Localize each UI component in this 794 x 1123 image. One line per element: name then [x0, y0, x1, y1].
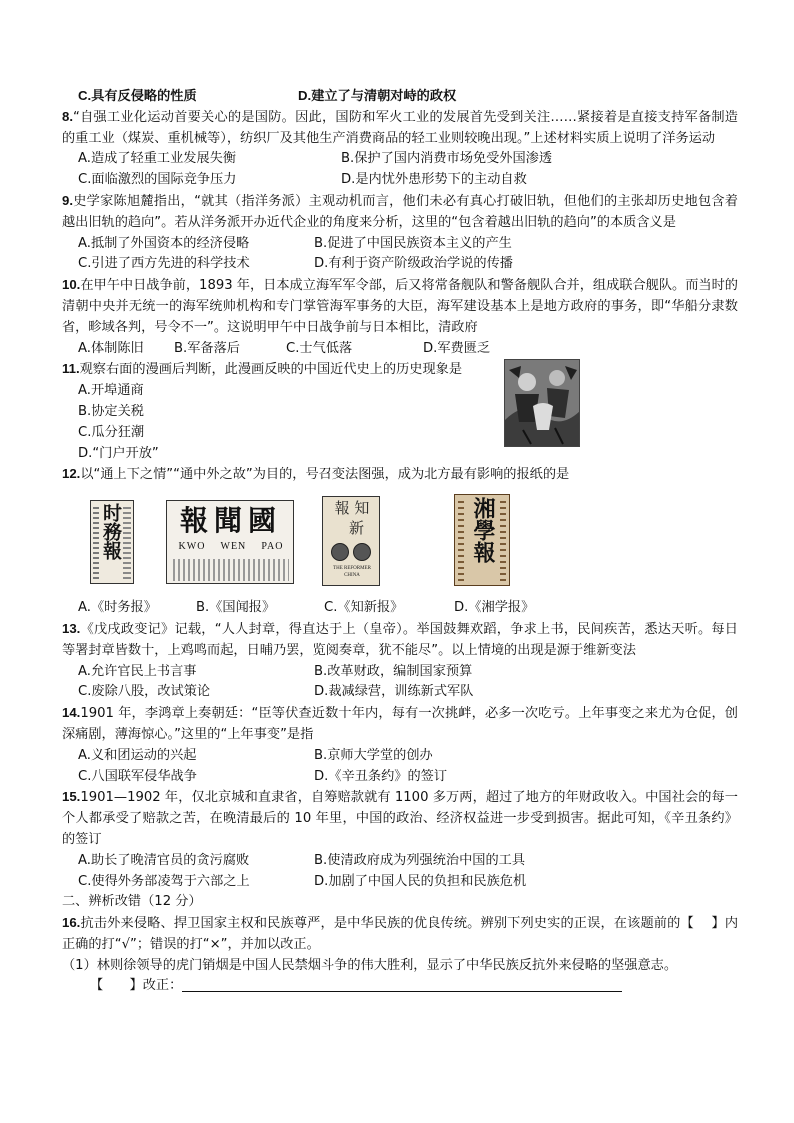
q14-option-b[interactable]: B.京师大学堂的创办 [314, 747, 433, 763]
q15-text: 1901—1902 年，仅北京城和直隶省，自筹赔款就有 1100 多万两，超过了地方的年财政收入。中国社会的每一个人都承受了赔款之苦，在晚清最后的 10 年里，中国的政治、经济权益进一步受到损害。据此可知，《辛丑条约》的签订 [62, 790, 738, 847]
q9-option-a[interactable]: A.抵制了外国资本的经济侵略 [78, 235, 250, 251]
q12-option-c[interactable]: C.《知新报》 [324, 600, 404, 616]
q16-answer-row [62, 976, 738, 997]
q12-option-b[interactable]: B.《国闻报》 [196, 600, 276, 616]
q16-number: 16. [62, 915, 81, 931]
q15-option-d[interactable]: D.加剧了中国人民的负担和民族危机 [314, 873, 527, 889]
q11-option-c[interactable]: C.瓜分狂潮 [78, 424, 145, 440]
q13-options [62, 662, 738, 704]
q13-option-d[interactable]: D.裁减绿营，训练新式军队 [314, 684, 474, 700]
q14-option-d[interactable]: D.《辛丑条约》的签订 [314, 768, 448, 784]
question-10 [62, 275, 738, 359]
q13-option-a[interactable]: A.允许官民上书言事 [78, 663, 197, 679]
xiangxue-bao-texture-left [458, 501, 464, 581]
q8-option-d[interactable]: D.是内忧外患形势下的主动自救 [341, 172, 527, 188]
q10-option-d[interactable]: D.军费匮乏 [423, 340, 491, 356]
q12-stem [62, 464, 738, 486]
q11-stem [62, 359, 738, 381]
q13-number: 13. [62, 620, 81, 636]
q15-stem [62, 787, 738, 850]
q8-options [62, 149, 738, 191]
question-16 [62, 913, 738, 997]
cartoon-image [504, 359, 580, 447]
q16-stem [62, 913, 738, 956]
xiangxue-bao-texture-right [500, 501, 506, 581]
q10-text: 在甲午中日战争前，1893 年，日本成立海军军令部，后又将常备舰队和警备舰队合并，组成联合舰队。而当时的清朝中央并无统一的海军统帅机构和专门掌管海军事务的大臣，海军建设基本上是地方政府的事务，即“华船分隶数省，畛域各判，号令不一”。这说明甲午中日战争前与日本相比，清政府 [62, 278, 738, 335]
q10-option-c[interactable]: C.士气低落 [286, 340, 353, 356]
q12-option-d[interactable]: D.《湘学报》 [454, 600, 535, 616]
guowen-bao-texture [173, 559, 289, 581]
q9-option-c[interactable]: C.引进了西方先进的科学技术 [78, 256, 250, 272]
q15-number: 15. [62, 789, 81, 805]
q11-number: 11. [62, 361, 80, 377]
q12-text: 以“通上下之情”“通中外之故”为目的，号召变法图强，成为北方最有影响的报纸的是 [80, 467, 570, 483]
q11-text: 观察右面的漫画后判断，此漫画反映的中国近代史上的历史现象是 [79, 362, 463, 378]
q16-correction-line[interactable] [182, 978, 622, 992]
q9-stem [62, 191, 738, 234]
question-9 [62, 191, 738, 275]
q15-option-c[interactable]: C.使得外务部凌驾于六部之上 [78, 873, 250, 889]
q12-options [62, 598, 738, 619]
q8-stem [62, 107, 738, 150]
guowen-bao-roman [171, 541, 291, 553]
q7-option-d[interactable]: D.建立了与清朝对峙的政权 [298, 88, 457, 103]
q7-option-c[interactable]: C.具有反侵略的性质 [78, 88, 197, 103]
q15-option-b[interactable]: B.使清政府成为列强统治中国的工具 [314, 852, 526, 868]
newspaper-images [62, 494, 738, 598]
zhixin-bao-roman: THE REFORMER CHINA [333, 566, 371, 579]
q8-option-c[interactable]: C.面临激烈的国际竞争压力 [78, 172, 237, 188]
q8-text: “自强工业化运动首要关心的是国防。因此，国防和军火工业的发展首先受到关注……紧接着是直接支持军备制造的重工业（煤炭、重机械等），纺织厂及其他生产消费商品的轻工业则较晚出现。”上述材料实质上说明了洋务运动 [62, 109, 738, 146]
q11-options [62, 381, 738, 464]
newspaper-shiwu-bao [90, 500, 134, 584]
xiangxue-bao-title: 湘學報 [470, 497, 496, 564]
q14-number: 14. [62, 705, 81, 721]
q9-option-b[interactable]: B.促进了中国民族资本主义的产生 [314, 235, 512, 251]
section-2-title: 二、辨析改错（12 分） [62, 894, 202, 910]
question-13 [62, 619, 738, 703]
q14-stem [62, 703, 738, 746]
q16-judge-bracket[interactable]: 【 】 [90, 978, 143, 994]
q8-option-a[interactable]: A.造成了轻重工业发展失衡 [78, 151, 237, 167]
newspaper-guowen-bao [166, 500, 294, 584]
shiwu-bao-title: 时務報 [100, 503, 122, 561]
q14-option-c[interactable]: C.八国联军侵华战争 [78, 768, 197, 784]
q13-option-c[interactable]: C.废除八股，改试策论 [78, 684, 211, 700]
q13-text: 《戊戌政变记》记载，“人人封章，得直达于上（皇帝）。举国鼓舞欢蹈，争求上书，民间疾苦，悉达天听。每日等署封章皆数十，上鸡鸣而起，日晡乃罢，览阅奏章，犹不能尽”。以上情境的出现是源于维新变法 [62, 621, 738, 658]
q9-options [62, 234, 738, 276]
question-8 [62, 107, 738, 191]
q10-option-b[interactable]: B.军备落后 [174, 340, 240, 356]
cartoon-drawing [505, 360, 580, 447]
zhixin-bao-title-bottom: 新 [349, 519, 365, 538]
question-15 [62, 787, 738, 892]
q11-option-b[interactable]: B.协定关税 [78, 403, 144, 419]
q14-option-a[interactable]: A.义和团运动的兴起 [78, 747, 197, 763]
q12-option-a[interactable]: A.《时务报》 [78, 600, 157, 616]
zhixin-bao-globe-2 [353, 543, 371, 561]
q8-option-b[interactable]: B.保护了国内消费市场免受外国渗透 [341, 151, 553, 167]
newspaper-xiangxue-bao [454, 494, 510, 586]
q10-options [62, 339, 738, 360]
question-12 [62, 464, 738, 619]
q10-number: 10. [62, 277, 81, 293]
q7-options [62, 86, 738, 107]
zhixin-bao-title-top: 報 知 [334, 499, 370, 518]
q13-stem [62, 619, 738, 662]
guowen-bao-title: 報聞國 [179, 504, 282, 538]
q10-option-a[interactable]: A.体制陈旧 [78, 340, 144, 356]
q15-options [62, 851, 738, 893]
shiwu-bao-texture [93, 505, 99, 579]
q8-number: 8. [62, 108, 73, 124]
question-11 [62, 359, 738, 464]
q11-option-a[interactable]: A.开埠通商 [78, 383, 144, 399]
q14-text: 1901 年，李鸿章上奏朝廷：“臣等伏查近数十年内，每有一次挑衅，必多一次吃亏。上年事变之来尤为仓促，创深痛剧，薄海惊心。”这里的“上年事变”是指 [62, 706, 738, 742]
guowen-roman-1: KWO [178, 541, 206, 553]
q13-option-b[interactable]: B.改革财政，编制国家预算 [314, 663, 473, 679]
q16-item-1: （1）林则徐领导的虎门销烟是中国人民禁烟斗争的伟大胜利，显示了中华民族反抗外来侵略的坚强意志。 [62, 957, 678, 973]
zhixin-bao-globe [331, 543, 349, 561]
q16-correction-label: 改正： [142, 978, 183, 994]
guowen-roman-3: PAO [261, 541, 284, 553]
q12-number: 12. [62, 466, 81, 482]
guowen-roman-2: WEN [220, 541, 247, 553]
newspaper-zhixin-bao [322, 496, 380, 586]
shiwu-bao-texture-right [123, 505, 131, 579]
q14-options [62, 746, 738, 788]
question-14 [62, 703, 738, 787]
q15-option-a[interactable]: A.助长了晚清官员的贪污腐败 [78, 852, 250, 868]
q11-option-d[interactable]: D.“门户开放” [78, 445, 159, 461]
exam-page [62, 86, 738, 997]
q10-stem [62, 275, 738, 338]
q16-text: 抗击外来侵略、捍卫国家主权和民族尊严，是中华民族的优良传统。辨别下列史实的正误，在该题前的【 】内正确的打“√”；错误的打“×”，并加以改正。 [62, 916, 738, 952]
q9-option-d[interactable]: D.有利于资产阶级政治学说的传播 [314, 256, 513, 272]
q9-text: 史学家陈旭麓指出，“就其（指洋务派）主观动机而言，他们未必有真心打破旧轨，但他们的主张却历史地包含着越出旧轨的趋向”。若从洋务派开办近代企业的角度来分析，这里的“包含着越出旧轨的趋向”的本质含义是 [62, 193, 738, 230]
q9-number: 9. [62, 192, 73, 208]
